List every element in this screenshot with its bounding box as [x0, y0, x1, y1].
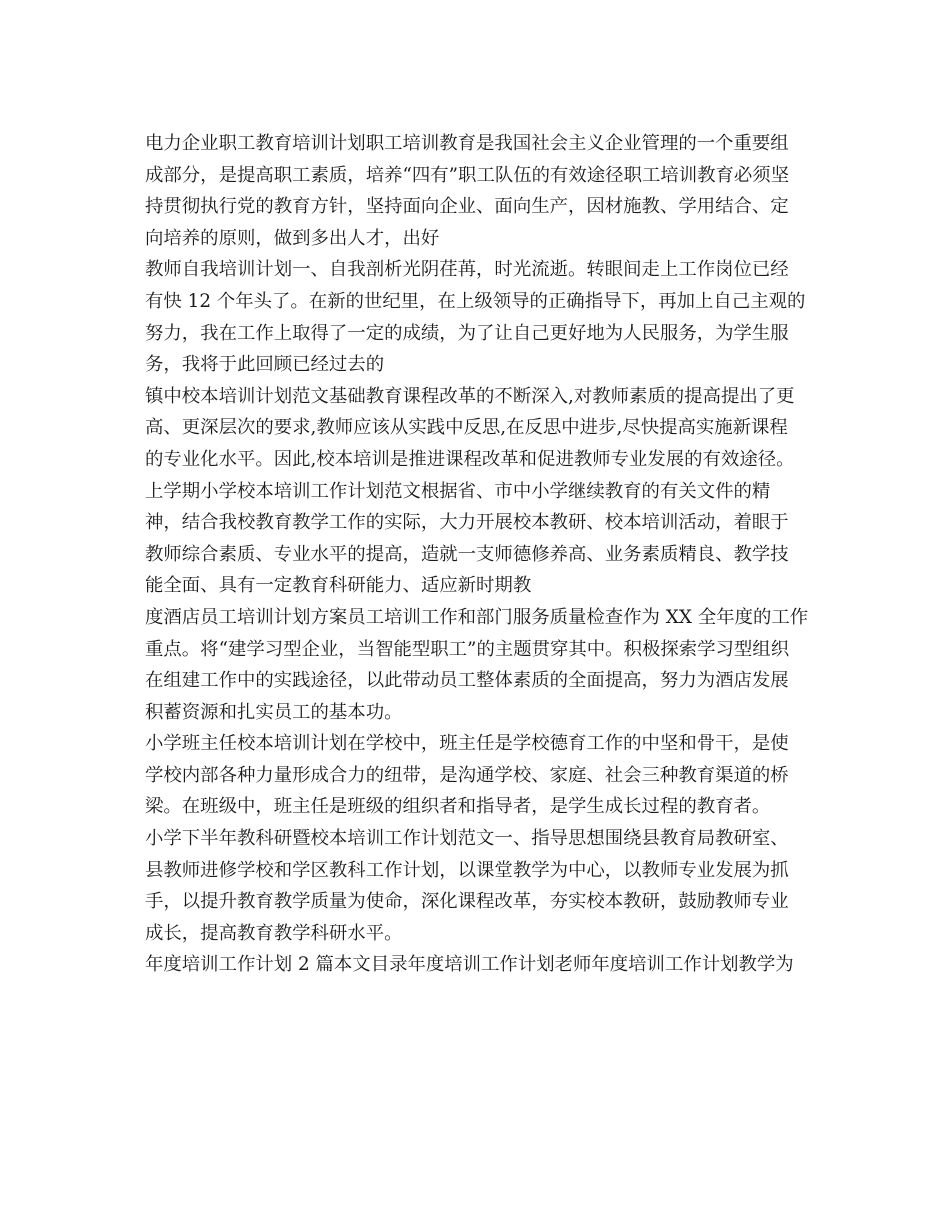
text-line: 务，我将于此回顾已经过去的 — [145, 354, 385, 376]
text-line: 年度培训工作计划 2 篇本文目录年度培训工作计划老师年度培训工作计划教学为 — [145, 954, 794, 976]
text-line: 的专业化水平。因此,校本培训是推进课程改革和促进教师专业发展的有效途径。 — [145, 448, 795, 470]
text-line: 上学期小学校本培训工作计划范文根据省、市中小学继续教育的有关文件的精 — [145, 480, 771, 502]
text-line: 神，结合我校教育教学工作的实际，大力开展校本教研、校本培训活动，着眼于 — [145, 512, 789, 534]
paragraph-class-teacher-training — [145, 728, 810, 823]
text-line: 镇中校本培训计划范文基础教育课程改革的不断深入,对教师素质的提高提出了更 — [145, 385, 795, 407]
text-line: 能全面、具有一定教育科研能力、适应新时期教 — [145, 575, 532, 597]
text-line: 有快 12 个年头了。在新的世纪里，在上级领导的正确指导下，再加上自己主观的 — [145, 290, 806, 312]
text-line: 重点。将“建学习型企业，当智能型职工”的主题贯穿其中。积极探索学习型组织 — [145, 638, 790, 660]
text-line: 高、更深层次的要求,教师应该从实践中反思,在反思中进步,尽快提高实施新课程 — [145, 417, 788, 439]
paragraph-town-school-training — [145, 381, 810, 476]
text-line: 学校内部各种力量形成合力的纽带，是沟通学校、家庭、社会三种教育渠道的桥 — [145, 764, 789, 786]
text-line: 努力，我在工作上取得了一定的成绩，为了让自己更好地为人民服务，为学生服 — [145, 322, 789, 344]
paragraph-power-enterprise-training — [145, 128, 810, 254]
text-line: 小学下半年教科研暨校本培训工作计划范文一、指导思想围绕县教育局教研室、 — [145, 828, 789, 850]
text-line: 在组建工作中的实践途径，以此带动员工整体素质的全面提高，努力为酒店发展 — [145, 670, 789, 692]
text-line: 手，以提升教育教学质量为使命，深化课程改革，夯实校本教研，鼓励教师专业 — [145, 891, 789, 913]
document-body — [145, 128, 810, 981]
text-line: 县教师进修学校和学区教科工作计划，以课堂教学为中心，以教师专业发展为抓 — [145, 859, 789, 881]
text-line: 积蓄资源和扎实员工的基本功。 — [145, 701, 403, 723]
text-line: 梁。在班级中，班主任是班级的组织者和指导者，是学生成长过程的教育者。 — [145, 796, 771, 818]
text-line: 度酒店员工培训计划方案员工培训工作和部门服务质量检查作为 XX 全年度的工作 — [145, 606, 809, 628]
paragraph-primary-school-semester-plan — [145, 476, 810, 602]
text-line: 成部分，是提高职工素质，培养“四有”职工队伍的有效途径职工培训教育必须坚 — [145, 164, 790, 186]
paragraph-research-training-plan — [145, 823, 810, 949]
text-line: 教师自我培训计划一、自我剖析光阴荏苒，时光流逝。转眼间走上工作岗位已经 — [145, 259, 789, 281]
text-line: 持贯彻执行党的教育方针，坚持面向企业、面向生产，因材施教、学用结合、定 — [145, 196, 789, 218]
text-line: 向培养的原则，做到多出人才，出好 — [145, 227, 440, 249]
paragraph-teacher-self-training — [145, 254, 810, 380]
text-line: 电力企业职工教育培训计划职工培训教育是我国社会主义企业管理的一个重要组 — [145, 133, 789, 154]
text-line: 教师综合素质、专业水平的提高，造就一支师德修养高、业务素质精良、教学技 — [145, 543, 789, 565]
text-line: 小学班主任校本培训计划在学校中，班主任是学校德育工作的中坚和骨干，是使 — [145, 733, 789, 755]
paragraph-hotel-staff-training — [145, 602, 810, 728]
paragraph-annual-training-plan — [145, 949, 810, 981]
text-line: 成长，提高教育教学科研水平。 — [145, 922, 403, 944]
